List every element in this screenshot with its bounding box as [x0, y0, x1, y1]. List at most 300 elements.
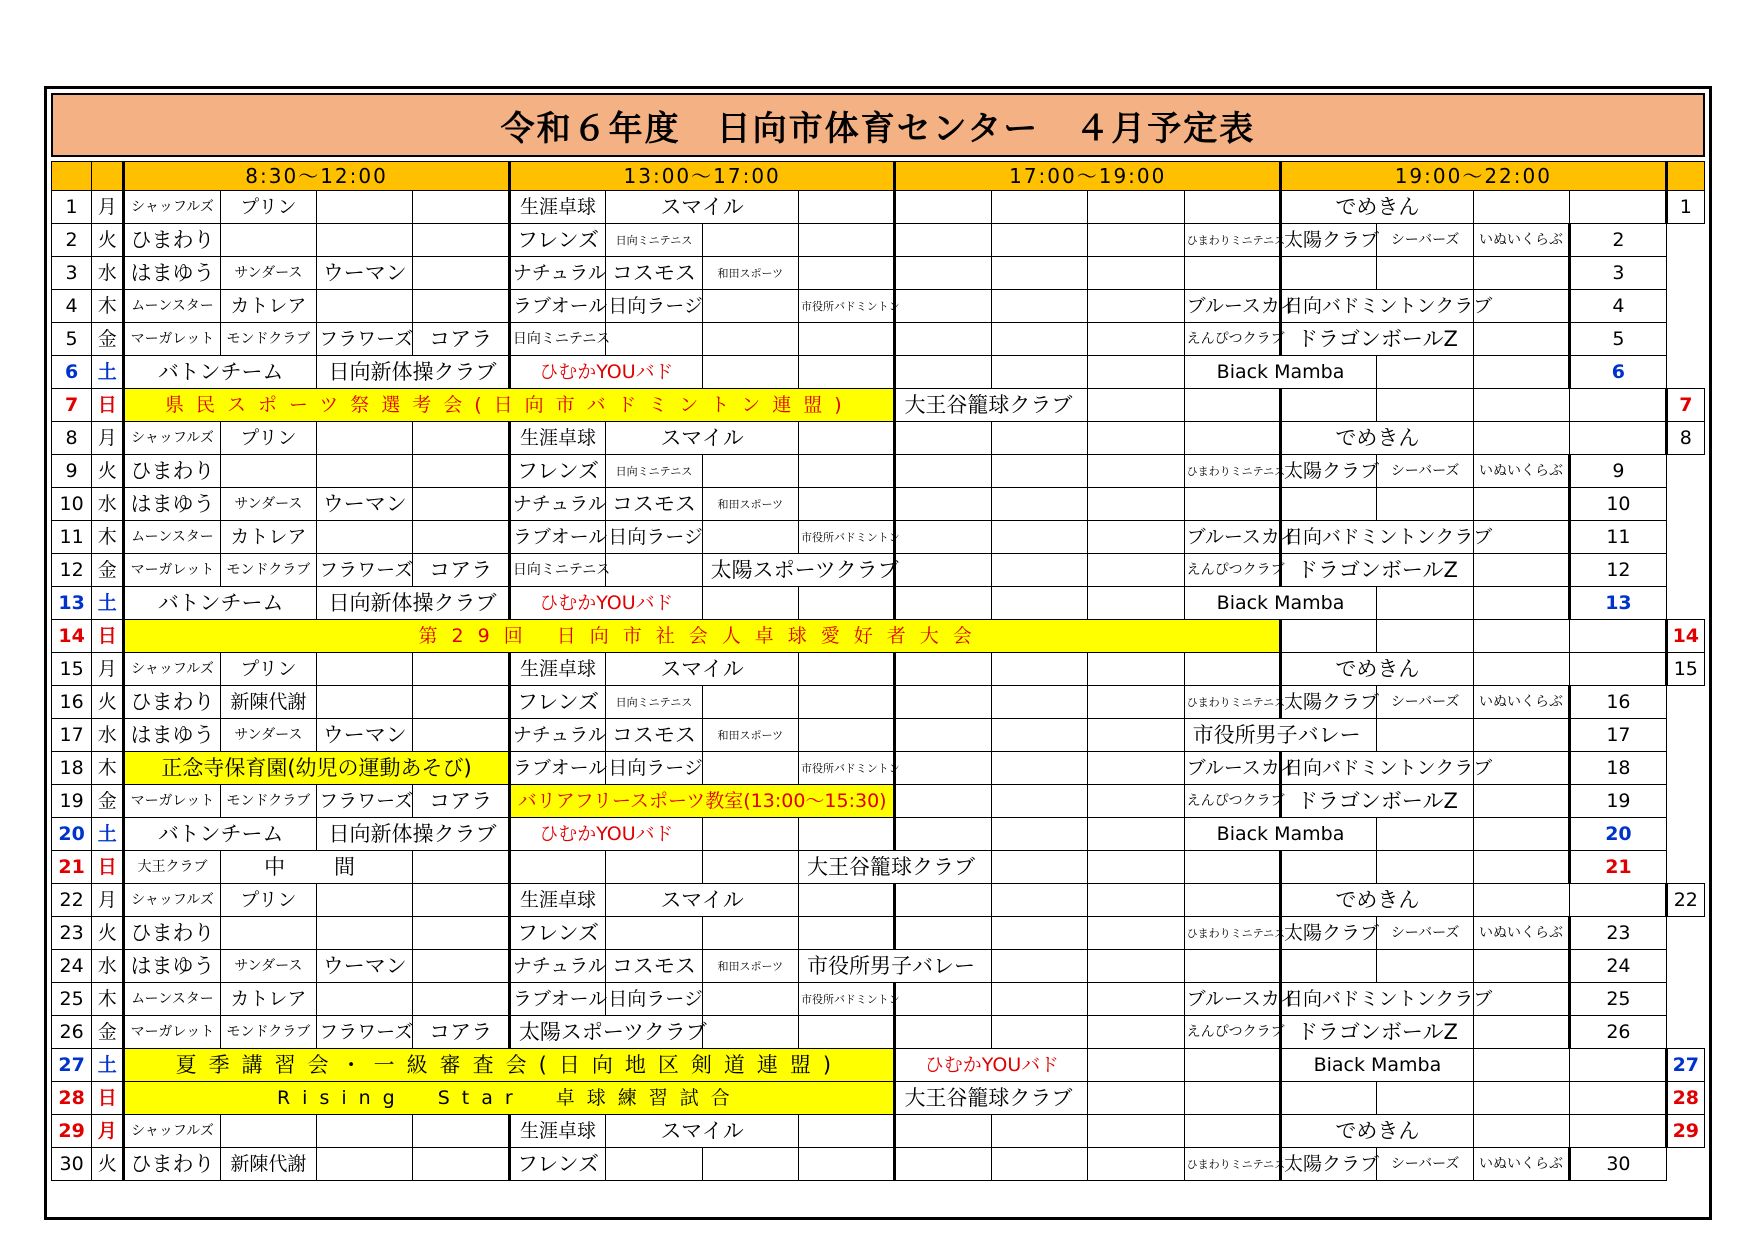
- day-number: 27: [52, 1049, 92, 1082]
- empty-cell: [799, 719, 895, 752]
- empty-cell: [1570, 191, 1666, 224]
- booking-cell: ドラゴンボールZ: [1281, 554, 1474, 587]
- booking-cell: 市役所バドミントン: [799, 290, 895, 323]
- day-number: 28: [52, 1082, 92, 1115]
- booking-cell: いぬいくらぶ: [1473, 224, 1569, 257]
- booking-cell: ナチュラル: [509, 719, 605, 752]
- empty-cell: [317, 917, 413, 950]
- booking-cell: ウーマン: [317, 257, 413, 290]
- day-number-right: 25: [1570, 983, 1666, 1016]
- booking-cell: 日向バドミントンクラブ: [1281, 752, 1474, 785]
- empty-cell: [413, 950, 509, 983]
- day-of-week: 金: [92, 1016, 124, 1049]
- schedule-row: [52, 1148, 1705, 1181]
- empty-cell: [1088, 224, 1184, 257]
- booking-cell: プリン: [220, 191, 316, 224]
- day-of-week: 木: [92, 983, 124, 1016]
- day-number-right: 27: [1666, 1049, 1704, 1082]
- day-number-right: 29: [1666, 1115, 1704, 1148]
- booking-cell: ドラゴンボールZ: [1281, 323, 1474, 356]
- empty-cell: [1088, 521, 1184, 554]
- empty-cell: [1377, 851, 1473, 884]
- schedule-row: [52, 818, 1705, 851]
- empty-cell: [702, 752, 798, 785]
- schedule-row: [52, 752, 1705, 785]
- booking-cell: 生涯卓球: [509, 422, 605, 455]
- day-number: 22: [52, 884, 92, 917]
- booking-cell: サンダース: [220, 488, 316, 521]
- empty-cell: [702, 1016, 798, 1049]
- booking-cell: 生涯卓球: [509, 1115, 605, 1148]
- day-of-week: 木: [92, 290, 124, 323]
- empty-cell: [991, 1016, 1087, 1049]
- day-of-week: 水: [92, 488, 124, 521]
- empty-cell: [895, 422, 991, 455]
- empty-cell: [1088, 323, 1184, 356]
- empty-cell: [413, 191, 509, 224]
- empty-cell: [895, 257, 991, 290]
- empty-cell: [895, 785, 991, 818]
- booking-cell: えんぴつクラブ: [1184, 323, 1280, 356]
- day-number: 5: [52, 323, 92, 356]
- empty-cell: [1473, 422, 1569, 455]
- empty-cell: [799, 356, 895, 389]
- booking-cell: いぬいくらぶ: [1473, 455, 1569, 488]
- empty-cell: [413, 488, 509, 521]
- empty-cell: [1184, 191, 1280, 224]
- day-number: 12: [52, 554, 92, 587]
- day-of-week: 火: [92, 917, 124, 950]
- day-number: 23: [52, 917, 92, 950]
- booking-cell: スマイル: [606, 1115, 799, 1148]
- empty-cell: [702, 917, 798, 950]
- empty-cell: [1088, 884, 1184, 917]
- booking-cell: シーバーズ: [1377, 455, 1473, 488]
- empty-cell: [1570, 620, 1666, 653]
- booking-cell: 日向バドミントンクラブ: [1281, 983, 1474, 1016]
- empty-cell: [991, 983, 1087, 1016]
- empty-cell: [702, 1148, 798, 1181]
- booking-cell: コアラ: [413, 323, 509, 356]
- booking-cell: ひまわりミニテニス: [1184, 455, 1280, 488]
- booking-cell: カトレア: [220, 521, 316, 554]
- schedule-row: [52, 785, 1705, 818]
- booking-cell: ムーンスター: [124, 983, 220, 1016]
- day-number: 13: [52, 587, 92, 620]
- empty-cell: [220, 224, 316, 257]
- booking-cell: カトレア: [220, 983, 316, 1016]
- booking-cell: バトンチーム: [124, 356, 317, 389]
- day-of-week: 月: [92, 1115, 124, 1148]
- booking-cell: Biack Mamba: [1281, 1049, 1474, 1082]
- empty-cell: [413, 686, 509, 719]
- empty-cell: [413, 719, 509, 752]
- day-number-right: 19: [1570, 785, 1666, 818]
- empty-cell: [702, 587, 798, 620]
- booking-cell: バリアフリースポーツ教室(13:00〜15:30): [509, 785, 895, 818]
- schedule-row: [52, 488, 1705, 521]
- day-of-week: 水: [92, 950, 124, 983]
- empty-cell: [1281, 1082, 1377, 1115]
- empty-cell: [413, 257, 509, 290]
- booking-cell: シーバーズ: [1377, 1148, 1473, 1181]
- empty-cell: [1473, 191, 1569, 224]
- empty-cell: [1281, 950, 1377, 983]
- empty-cell: [413, 653, 509, 686]
- booking-cell: ブルースカイ: [1184, 983, 1280, 1016]
- empty-cell: [1088, 983, 1184, 1016]
- booking-cell: マーガレット: [124, 1016, 220, 1049]
- empty-cell: [991, 356, 1087, 389]
- empty-cell: [606, 554, 702, 587]
- booking-cell: 市役所男子バレー: [799, 950, 992, 983]
- empty-cell: [1473, 818, 1569, 851]
- empty-cell: [413, 983, 509, 1016]
- empty-cell: [1473, 356, 1569, 389]
- booking-cell: スマイル: [606, 422, 799, 455]
- schedule-body: [52, 162, 1705, 1181]
- day-of-week: 日: [92, 1082, 124, 1115]
- booking-cell: フレンズ: [509, 1148, 605, 1181]
- empty-cell: [1088, 488, 1184, 521]
- day-number-right: 1: [1666, 191, 1704, 224]
- day-of-week: 日: [92, 389, 124, 422]
- empty-cell: [413, 884, 509, 917]
- booking-cell: ひまわり: [124, 1148, 220, 1181]
- empty-cell: [1377, 257, 1473, 290]
- empty-cell: [1570, 422, 1666, 455]
- booking-cell: ブルースカイ: [1184, 290, 1280, 323]
- empty-cell: [991, 488, 1087, 521]
- booking-cell: フレンズ: [509, 917, 605, 950]
- empty-cell: [606, 323, 702, 356]
- empty-cell: [1088, 1115, 1184, 1148]
- booking-cell: コアラ: [413, 1016, 509, 1049]
- empty-cell: [1473, 1082, 1569, 1115]
- empty-cell: [1088, 389, 1184, 422]
- booking-cell: 生涯卓球: [509, 884, 605, 917]
- header-blank: [1666, 162, 1704, 191]
- empty-cell: [1088, 686, 1184, 719]
- booking-cell: 日向ミニテニス: [606, 455, 702, 488]
- empty-cell: [895, 719, 991, 752]
- empty-cell: [991, 587, 1087, 620]
- empty-cell: [991, 191, 1087, 224]
- booking-cell: 大王クラブ: [124, 851, 220, 884]
- booking-cell: バトンチーム: [124, 818, 317, 851]
- booking-cell: ひむかYOUバド: [509, 356, 702, 389]
- booking-cell: シーバーズ: [1377, 686, 1473, 719]
- empty-cell: [606, 851, 702, 884]
- empty-cell: [991, 686, 1087, 719]
- empty-cell: [895, 752, 991, 785]
- booking-cell: 日向バドミントンクラブ: [1281, 521, 1474, 554]
- booking-cell: マーガレット: [124, 785, 220, 818]
- empty-cell: [1473, 323, 1569, 356]
- empty-cell: [702, 290, 798, 323]
- booking-cell: はまゆう: [124, 488, 220, 521]
- booking-cell: 日向ミニテニス: [606, 224, 702, 257]
- day-number-right: 9: [1570, 455, 1666, 488]
- booking-cell: サンダース: [220, 950, 316, 983]
- day-number: 9: [52, 455, 92, 488]
- schedule-row: [52, 983, 1705, 1016]
- day-of-week: 水: [92, 719, 124, 752]
- day-of-week: 月: [92, 653, 124, 686]
- booking-cell: 市役所バドミントン: [799, 752, 895, 785]
- empty-cell: [1088, 1082, 1184, 1115]
- empty-cell: [1473, 719, 1569, 752]
- empty-cell: [413, 917, 509, 950]
- day-number-right: 8: [1666, 422, 1704, 455]
- time-slot-header: 17:00〜19:00: [895, 162, 1281, 191]
- day-of-week: 水: [92, 257, 124, 290]
- empty-cell: [702, 455, 798, 488]
- day-number: 8: [52, 422, 92, 455]
- empty-cell: [317, 1148, 413, 1181]
- empty-cell: [895, 323, 991, 356]
- empty-cell: [1473, 1016, 1569, 1049]
- booking-cell: 中 間: [220, 851, 413, 884]
- booking-cell: ひまわりミニテニス: [1184, 224, 1280, 257]
- schedule-row: [52, 653, 1705, 686]
- booking-cell: 新陳代謝: [220, 686, 316, 719]
- empty-cell: [895, 554, 991, 587]
- empty-cell: [895, 521, 991, 554]
- day-number: 20: [52, 818, 92, 851]
- booking-cell: 大王谷籠球クラブ: [895, 1082, 1088, 1115]
- day-of-week: 日: [92, 620, 124, 653]
- schedule-frame: [44, 86, 1712, 1220]
- schedule-row: [52, 554, 1705, 587]
- empty-cell: [317, 422, 413, 455]
- empty-cell: [799, 323, 895, 356]
- schedule-row: [52, 950, 1705, 983]
- booking-cell: 太陽クラブ: [1281, 455, 1377, 488]
- booking-cell: シャッフルズ: [124, 191, 220, 224]
- empty-cell: [895, 818, 991, 851]
- empty-cell: [991, 653, 1087, 686]
- empty-cell: [1184, 488, 1280, 521]
- day-of-week: 土: [92, 1049, 124, 1082]
- day-number: 29: [52, 1115, 92, 1148]
- booking-cell: ひまわりミニテニス: [1184, 1148, 1280, 1181]
- booking-cell: カトレア: [220, 290, 316, 323]
- empty-cell: [220, 917, 316, 950]
- day-of-week: 木: [92, 521, 124, 554]
- day-number-right: 13: [1570, 587, 1666, 620]
- booking-cell: 和田スポーツ: [702, 257, 798, 290]
- schedule-row: [52, 620, 1705, 653]
- booking-cell: でめきん: [1281, 1115, 1474, 1148]
- empty-cell: [1088, 422, 1184, 455]
- booking-cell: フレンズ: [509, 455, 605, 488]
- booking-cell: ドラゴンボールZ: [1281, 785, 1474, 818]
- booking-cell: えんぴつクラブ: [1184, 1016, 1280, 1049]
- booking-cell: サンダース: [220, 719, 316, 752]
- booking-cell: 和田スポーツ: [702, 719, 798, 752]
- empty-cell: [799, 224, 895, 257]
- day-of-week: 木: [92, 752, 124, 785]
- booking-cell: 日向ラージ: [606, 752, 702, 785]
- empty-cell: [1184, 884, 1280, 917]
- empty-cell: [1570, 884, 1666, 917]
- booking-cell: えんぴつクラブ: [1184, 785, 1280, 818]
- day-number-right: 11: [1570, 521, 1666, 554]
- schedule-row: [52, 191, 1705, 224]
- time-slot-header: 19:00〜22:00: [1281, 162, 1667, 191]
- day-number-right: 28: [1666, 1082, 1704, 1115]
- empty-cell: [799, 1115, 895, 1148]
- day-of-week: 火: [92, 224, 124, 257]
- empty-cell: [1184, 851, 1280, 884]
- booking-cell: コスモス: [606, 488, 702, 521]
- day-number: 3: [52, 257, 92, 290]
- empty-cell: [991, 950, 1087, 983]
- day-number-right: 3: [1570, 257, 1666, 290]
- empty-cell: [799, 1016, 895, 1049]
- booking-cell: ウーマン: [317, 950, 413, 983]
- empty-cell: [606, 1148, 702, 1181]
- booking-cell: ひまわり: [124, 224, 220, 257]
- booking-cell: プリン: [220, 653, 316, 686]
- booking-cell: ムーンスター: [124, 290, 220, 323]
- booking-cell: シャッフルズ: [124, 422, 220, 455]
- empty-cell: [317, 224, 413, 257]
- booking-cell: 生涯卓球: [509, 653, 605, 686]
- empty-cell: [1088, 851, 1184, 884]
- booking-cell: 太陽スポーツクラブ: [702, 554, 895, 587]
- booking-cell: フレンズ: [509, 224, 605, 257]
- empty-cell: [991, 290, 1087, 323]
- booking-cell: マーガレット: [124, 554, 220, 587]
- booking-cell: 大王谷籠球クラブ: [799, 851, 992, 884]
- empty-cell: [895, 356, 991, 389]
- empty-cell: [317, 521, 413, 554]
- empty-cell: [799, 1148, 895, 1181]
- empty-cell: [1570, 389, 1666, 422]
- booking-cell: 太陽クラブ: [1281, 686, 1377, 719]
- schedule-row: [52, 422, 1705, 455]
- day-of-week: 月: [92, 191, 124, 224]
- empty-cell: [702, 818, 798, 851]
- empty-cell: [799, 917, 895, 950]
- day-number-right: 17: [1570, 719, 1666, 752]
- booking-cell: 新陳代謝: [220, 1148, 316, 1181]
- empty-cell: [1088, 290, 1184, 323]
- booking-cell: ひむかYOUバド: [509, 818, 702, 851]
- booking-cell: ラブオール: [509, 290, 605, 323]
- booking-cell: シャッフルズ: [124, 884, 220, 917]
- header-blank: [52, 162, 92, 191]
- empty-cell: [317, 653, 413, 686]
- empty-cell: [1184, 950, 1280, 983]
- day-of-week: 日: [92, 851, 124, 884]
- day-number: 4: [52, 290, 92, 323]
- empty-cell: [1088, 257, 1184, 290]
- empty-cell: [799, 455, 895, 488]
- empty-cell: [413, 851, 509, 884]
- empty-cell: [1377, 950, 1473, 983]
- booking-cell: コアラ: [413, 554, 509, 587]
- empty-cell: [1088, 1016, 1184, 1049]
- empty-cell: [895, 455, 991, 488]
- booking-cell: マーガレット: [124, 323, 220, 356]
- empty-cell: [1473, 257, 1569, 290]
- empty-cell: [1184, 257, 1280, 290]
- day-number-right: 20: [1570, 818, 1666, 851]
- empty-cell: [1088, 191, 1184, 224]
- booking-cell: ひまわり: [124, 686, 220, 719]
- empty-cell: [1184, 1082, 1280, 1115]
- booking-cell: 日向ラージ: [606, 983, 702, 1016]
- empty-cell: [1184, 1049, 1280, 1082]
- booking-cell: コスモス: [606, 950, 702, 983]
- booking-cell: はまゆう: [124, 950, 220, 983]
- booking-cell: 日向新体操クラブ: [317, 818, 510, 851]
- empty-cell: [702, 851, 798, 884]
- empty-cell: [1377, 587, 1473, 620]
- booking-cell: 日向新体操クラブ: [317, 587, 510, 620]
- day-number-right: 6: [1570, 356, 1666, 389]
- booking-cell: シャッフルズ: [124, 653, 220, 686]
- booking-cell: 日向ラージ: [606, 521, 702, 554]
- day-number-right: 5: [1570, 323, 1666, 356]
- empty-cell: [799, 884, 895, 917]
- empty-cell: [1377, 719, 1473, 752]
- day-number-right: 22: [1666, 884, 1704, 917]
- empty-cell: [895, 191, 991, 224]
- schedule-row: [52, 1049, 1705, 1082]
- schedule-row: [52, 224, 1705, 257]
- booking-cell: 日向ラージ: [606, 290, 702, 323]
- empty-cell: [1088, 950, 1184, 983]
- booking-cell: 日向バドミントンクラブ: [1281, 290, 1474, 323]
- empty-cell: [1281, 389, 1377, 422]
- day-of-week: 土: [92, 818, 124, 851]
- schedule-table: [51, 161, 1705, 1181]
- booking-cell: 県民スポーツ祭選考会(日向市バドミントン連盟): [124, 389, 895, 422]
- empty-cell: [991, 1115, 1087, 1148]
- booking-cell: いぬいくらぶ: [1473, 917, 1569, 950]
- schedule-row: [52, 356, 1705, 389]
- empty-cell: [895, 290, 991, 323]
- empty-cell: [991, 719, 1087, 752]
- booking-cell: 日向ミニテニス: [509, 554, 605, 587]
- empty-cell: [1184, 653, 1280, 686]
- empty-cell: [1473, 554, 1569, 587]
- empty-cell: [1088, 752, 1184, 785]
- booking-cell: でめきん: [1281, 422, 1474, 455]
- booking-cell: モンドクラブ: [220, 323, 316, 356]
- day-of-week: 土: [92, 587, 124, 620]
- empty-cell: [413, 1115, 509, 1148]
- time-slot-header: 8:30〜12:00: [124, 162, 510, 191]
- booking-cell: 大王谷籠球クラブ: [895, 389, 1088, 422]
- schedule-row: [52, 1082, 1705, 1115]
- day-number: 17: [52, 719, 92, 752]
- schedule-row: [52, 1115, 1705, 1148]
- empty-cell: [606, 917, 702, 950]
- empty-cell: [895, 1148, 991, 1181]
- booking-cell: スマイル: [606, 191, 799, 224]
- booking-cell: 日向ミニテニス: [509, 323, 605, 356]
- empty-cell: [991, 917, 1087, 950]
- day-number: 25: [52, 983, 92, 1016]
- page-title: 令和６年度 日向市体育センター ４月予定表: [51, 93, 1705, 157]
- booking-cell: 生涯卓球: [509, 191, 605, 224]
- day-of-week: 金: [92, 323, 124, 356]
